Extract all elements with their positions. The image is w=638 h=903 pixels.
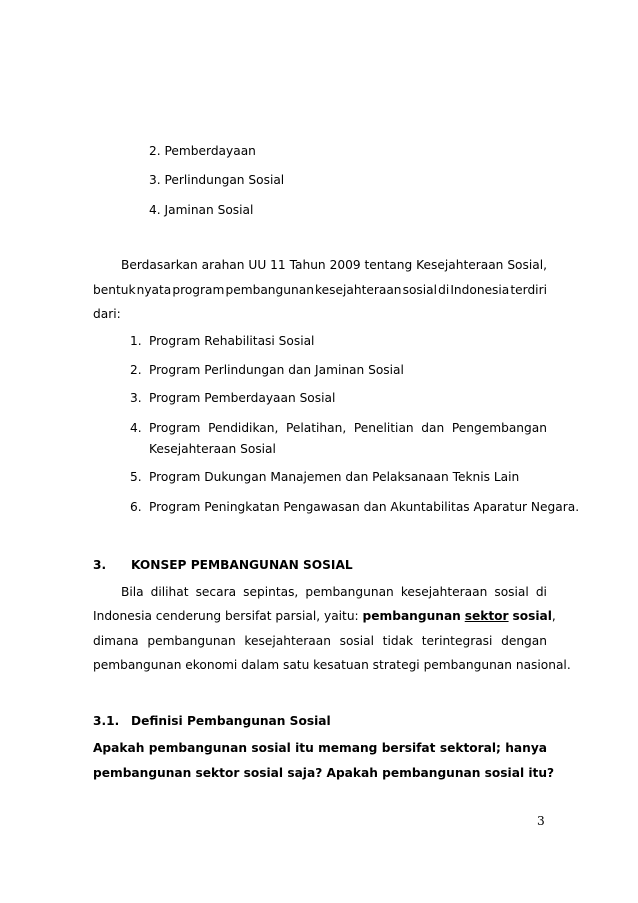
word: pembangunan — [148, 741, 247, 755]
word: Berdasarkan — [121, 258, 198, 272]
bold-underlined-text: sektor — [464, 609, 509, 623]
word: kesejahteraan — [315, 283, 402, 297]
word: di — [535, 585, 547, 599]
word: tentang — [364, 258, 413, 272]
word: dan — [421, 421, 445, 435]
word: sektoral; — [439, 741, 501, 755]
word: hanya — [505, 741, 547, 755]
section-number: 3. — [93, 558, 107, 572]
word: Kesejahteraan — [416, 258, 504, 272]
program-text-2: Program Perlindungan dan Jaminan Sosial — [149, 363, 404, 377]
program-num-2: 2. — [130, 363, 142, 377]
word: pembangunan — [305, 585, 394, 599]
question-line2: pembangunan sektor sosial saja? Apakah pembangunan sosial itu? — [93, 766, 555, 780]
word: 2009 — [329, 258, 361, 272]
program-num-1: 1. — [130, 334, 142, 348]
word: dengan — [501, 634, 547, 648]
word: sepintas, — [243, 585, 299, 599]
program-num-5: 5. — [130, 470, 142, 484]
section-title: KONSEP PEMBANGUNAN SOSIAL — [131, 558, 353, 572]
word: dilihat — [150, 585, 189, 599]
bold-text: pembangunan — [362, 609, 461, 623]
word: nyata — [136, 283, 172, 297]
word: Pengembangan — [451, 421, 547, 435]
bold-text: sosial — [512, 609, 552, 623]
word: Indonesia — [450, 283, 510, 297]
word: sosial — [251, 741, 291, 755]
word: pembangunan — [147, 634, 236, 648]
word: bentuk — [93, 283, 136, 297]
word: sosial — [339, 634, 374, 648]
comma: , — [551, 609, 556, 623]
page-number: 3 — [537, 814, 545, 828]
program-num-3: 3. — [130, 391, 142, 405]
sub-list-item-4: 4. Jaminan Sosial — [149, 203, 254, 217]
program-text-5: Program Dukungan Manajemen dan Pelaksanaan Teknis Lain — [149, 470, 520, 484]
word: bersifat — [381, 741, 436, 755]
word: 11 — [270, 258, 286, 272]
word: terdiri — [510, 283, 547, 297]
word: arahan — [201, 258, 245, 272]
word: kesejahteraan — [244, 634, 331, 648]
program-text-4-line1 — [149, 421, 547, 435]
program-text-4-line2: Kesejahteraan Sosial — [149, 442, 276, 456]
word: Penelitian — [353, 421, 414, 435]
para1-line3: dari: — [93, 307, 121, 321]
program-num-4: 4. — [130, 421, 142, 435]
para2-line2 — [93, 609, 556, 623]
subsection-title: Definisi Pembangunan Sosial — [131, 714, 331, 728]
word: terintegrasi — [421, 634, 493, 648]
word: tidak — [382, 634, 414, 648]
program-text-6: Program Peningkatan Pengawasan dan Akuntabilitas Aparatur Negara. — [149, 500, 580, 514]
sub-list-item-3: 3. Perlindungan Sosial — [149, 173, 285, 187]
word: pembangunan — [225, 283, 314, 297]
plain-text: Indonesia cenderung bersifat parsial, yaitu: — [93, 609, 359, 623]
program-text-3: Program Pemberdayaan Sosial — [149, 391, 336, 405]
para2-line3 — [93, 634, 547, 648]
word: program — [172, 283, 225, 297]
word: memang — [318, 741, 378, 755]
word: di — [438, 283, 450, 297]
word: dimana — [93, 634, 139, 648]
subsection-number: 3.1. — [93, 714, 120, 728]
word: itu — [295, 741, 314, 755]
word: secara — [195, 585, 237, 599]
word: sosial — [494, 585, 529, 599]
word: Program — [149, 421, 201, 435]
word: Pelatihan, — [286, 421, 347, 435]
sub-list-item-2: 2. Pemberdayaan — [149, 144, 256, 158]
para2-line1 — [121, 585, 547, 599]
word: Pendidikan, — [208, 421, 279, 435]
word: Bila — [121, 585, 144, 599]
para2-line4: pembangunan ekonomi dalam satu kesatuan strategi pembangunan nasional. — [93, 658, 571, 672]
word: Sosial, — [507, 258, 547, 272]
word: sosial — [402, 283, 438, 297]
program-num-6: 6. — [130, 500, 142, 514]
word: Apakah — [93, 741, 145, 755]
program-text-1: Program Rehabilitasi Sosial — [149, 334, 315, 348]
word: kesejahteraan — [400, 585, 488, 599]
word: Tahun — [289, 258, 326, 272]
para1-line2 — [93, 283, 547, 297]
question-line1 — [93, 741, 547, 755]
word: UU — [248, 258, 267, 272]
para1-line1 — [121, 258, 547, 272]
